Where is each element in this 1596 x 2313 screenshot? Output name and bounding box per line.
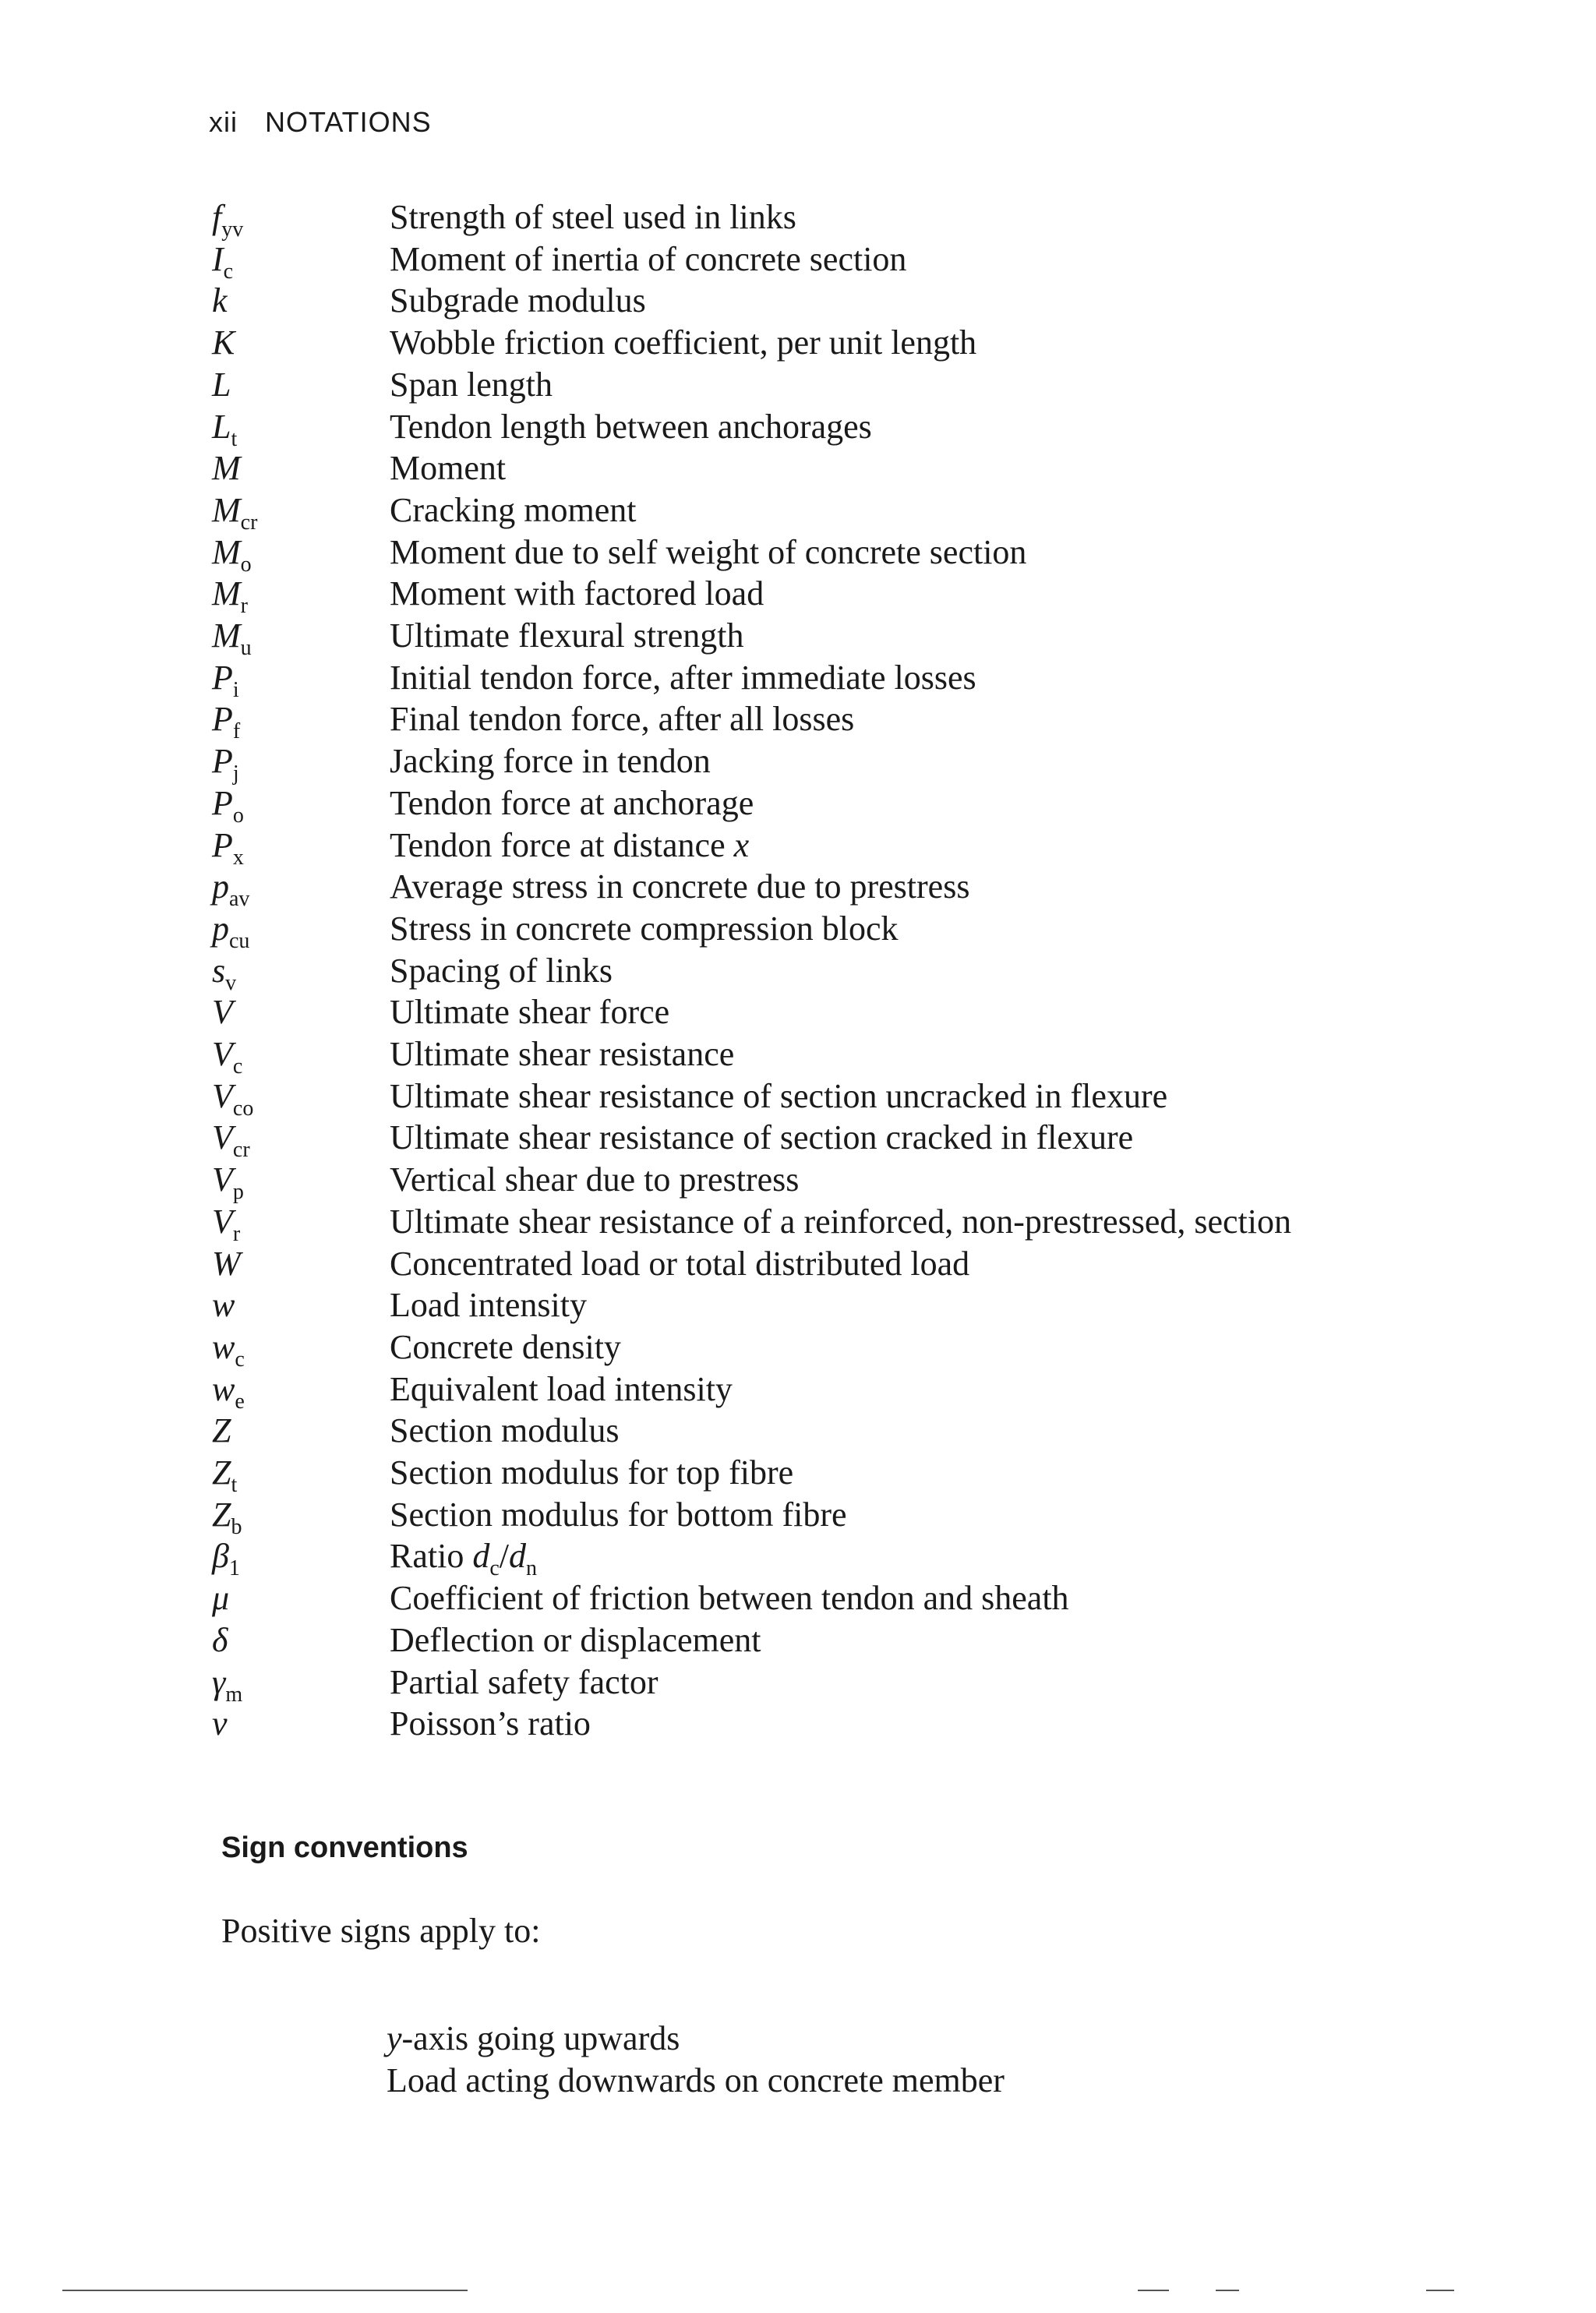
notation-symbol: K <box>212 323 235 362</box>
notation-symbol: ν <box>212 1704 228 1743</box>
notation-row <box>0 1075 1596 1121</box>
notation-symbol: $V_r$ <box>212 1202 241 1246</box>
scan-artifact-line <box>62 2290 468 2291</box>
notation-definition: Span length <box>390 365 553 404</box>
notation-row <box>0 657 1596 702</box>
notation-row <box>0 1619 1596 1661</box>
notation-row <box>0 196 1596 242</box>
sign-convention-item <box>387 2061 1005 2100</box>
notation-definition: Moment with factored load <box>390 574 764 613</box>
notation-definition: Load intensity <box>390 1286 587 1324</box>
sign-conventions-intro: Positive signs apply to: <box>221 1912 541 1950</box>
notation-row <box>0 1201 1596 1246</box>
notation-definition: Equivalent load intensity <box>390 1370 733 1408</box>
notation-symbol: $P_o$ <box>212 784 244 828</box>
notation-symbol: $P_x$ <box>212 826 244 870</box>
notation-row <box>0 489 1596 535</box>
notation-definition: Vertical shear due to prestress <box>390 1160 800 1199</box>
notation-definition: Ultimate shear resistance of section uncracked in flexure <box>390 1077 1168 1115</box>
notation-symbol: $V_c$ <box>212 1035 243 1079</box>
sign-convention-text: Load acting downwards on concrete member <box>387 2061 1005 2099</box>
notation-symbol: $L_t$ <box>212 408 238 451</box>
notation-definition: Ultimate flexural strength <box>390 616 744 655</box>
ratio-expression: $d_c/d_n$ <box>472 1537 537 1580</box>
notation-symbol: V <box>212 993 233 1031</box>
notation-row <box>0 1284 1596 1326</box>
notation-symbol: W <box>212 1245 241 1283</box>
notation-row <box>0 950 1596 995</box>
notation-definition: Subgrade modulus <box>390 281 646 320</box>
notation-definition: Wobble friction coefficient, per unit length <box>390 323 977 362</box>
notation-row <box>0 740 1596 786</box>
notation-definition: Moment due to self weight of concrete section <box>390 533 1027 571</box>
notation-definition: Deflection or displacement <box>390 1621 761 1659</box>
notation-definition: Average stress in concrete due to prestress <box>390 867 970 906</box>
notation-symbol: $M_{cr}$ <box>212 491 258 535</box>
notation-definition: Jacking force in tendon <box>390 742 711 780</box>
notation-row <box>0 1243 1596 1285</box>
notation-symbol: Z <box>212 1411 231 1450</box>
notation-symbol: k <box>212 281 228 320</box>
notation-row <box>0 364 1596 406</box>
notation-row <box>0 908 1596 953</box>
notation-row <box>0 573 1596 618</box>
notation-row <box>0 991 1596 1033</box>
page-number: xii <box>209 106 238 138</box>
notation-row <box>0 280 1596 322</box>
notation-symbol: $Z_t$ <box>212 1453 238 1497</box>
notation-symbol: $P_f$ <box>212 700 241 743</box>
notation-row <box>0 447 1596 489</box>
notation-definition: Concrete density <box>390 1328 621 1366</box>
notation-row <box>0 1494 1596 1539</box>
notation-row <box>0 238 1596 284</box>
notation-definition: Moment of inertia of concrete section <box>390 240 907 278</box>
notation-symbol: $I_c$ <box>212 240 234 284</box>
notation-symbol: $f_{yv}$ <box>212 198 244 242</box>
notation-row <box>0 1703 1596 1745</box>
notation-row <box>0 615 1596 660</box>
notation-row <box>0 1159 1596 1204</box>
notation-definition: Section modulus for bottom fibre <box>390 1496 847 1534</box>
notation-definition: Coefficient of friction between tendon and sheath <box>390 1579 1069 1617</box>
notation-row <box>0 406 1596 451</box>
notation-definition: Ultimate shear resistance <box>390 1035 735 1073</box>
sign-conventions-heading: Sign conventions <box>221 1831 468 1864</box>
notation-symbol: μ <box>212 1579 230 1617</box>
notation-symbol: δ <box>212 1621 228 1659</box>
notation-definition: Ultimate shear resistance of a reinforced, non-prestressed, section <box>390 1202 1291 1241</box>
running-head <box>209 106 432 139</box>
notation-definition: Stress in concrete compression block <box>390 909 899 948</box>
notation-symbol: M <box>212 449 241 487</box>
notation-definition: Moment <box>390 449 507 487</box>
notation-symbol: $s_v$ <box>212 952 237 995</box>
notation-row <box>0 1410 1596 1452</box>
notation-symbol: $w_c$ <box>212 1328 245 1372</box>
notation-definition: Ultimate shear force <box>390 993 670 1031</box>
scan-artifact-line <box>1138 2290 1169 2291</box>
notation-definition: Cracking moment <box>390 491 637 529</box>
scan-artifact-line <box>1216 2290 1239 2291</box>
notation-symbol: $M_r$ <box>212 574 248 618</box>
notation-symbol: $w_e$ <box>212 1370 245 1414</box>
notation-symbol: $V_p$ <box>212 1160 244 1204</box>
notation-symbol: $V_{cr}$ <box>212 1118 250 1162</box>
notation-definition: Tendon force at distance x <box>390 826 750 864</box>
notation-symbol: $p_{av}$ <box>212 867 250 911</box>
notation-row <box>0 782 1596 828</box>
notation-definition: Section modulus <box>390 1411 620 1450</box>
notation-row <box>0 1117 1596 1162</box>
notation-row <box>0 1577 1596 1619</box>
notation-row <box>0 531 1596 577</box>
notation-symbol: $\beta_1$ <box>212 1537 240 1580</box>
notation-row <box>0 1452 1596 1497</box>
notation-row <box>0 866 1596 911</box>
notation-definition: Concentrated load or total distributed load <box>390 1245 970 1283</box>
notation-definition: Final tendon force, after all losses <box>390 700 855 738</box>
notation-definition: Tendon force at anchorage <box>390 784 754 822</box>
section-title: NOTATIONS <box>265 106 432 138</box>
notation-row <box>0 698 1596 743</box>
notation-symbol: $M_o$ <box>212 533 252 577</box>
notation-definition: Ultimate shear resistance of section cracked in flexure <box>390 1118 1134 1156</box>
notation-row <box>0 322 1596 364</box>
notation-symbol: L <box>212 365 231 404</box>
notation-symbol: $P_i$ <box>212 659 239 702</box>
notation-definition: Partial safety factor <box>390 1663 659 1701</box>
notation-symbol: $\gamma_m$ <box>212 1663 243 1707</box>
notation-row <box>0 1033 1596 1079</box>
notation-definition: Strength of steel used in links <box>390 198 796 236</box>
notation-row <box>0 1368 1596 1414</box>
notation-definition: Ratio $d_c/d_n$ <box>390 1537 537 1580</box>
notation-symbol: $P_j$ <box>212 742 239 786</box>
notation-row <box>0 825 1596 870</box>
notation-row <box>0 1535 1596 1580</box>
notation-symbol: $p_{cu}$ <box>212 909 250 953</box>
notation-row <box>0 1326 1596 1372</box>
notation-symbol: $V_{co}$ <box>212 1077 254 1121</box>
y-variable: y <box>387 2019 402 2057</box>
scan-artifact-line <box>1426 2290 1454 2291</box>
notation-definition: Section modulus for top fibre <box>390 1453 794 1492</box>
notation-symbol: w <box>212 1286 235 1324</box>
sign-convention-text: -axis going upwards <box>401 2019 680 2057</box>
notation-definition: Spacing of links <box>390 952 613 990</box>
notation-row <box>0 1661 1596 1707</box>
notation-symbol: $Z_b$ <box>212 1496 242 1539</box>
notation-definition: Tendon length between anchorages <box>390 408 872 446</box>
sign-convention-item <box>387 2018 680 2058</box>
notation-definition: Initial tendon force, after immediate losses <box>390 659 976 697</box>
notation-definition: Poisson’s ratio <box>390 1704 591 1743</box>
notation-symbol: $M_u$ <box>212 616 252 660</box>
